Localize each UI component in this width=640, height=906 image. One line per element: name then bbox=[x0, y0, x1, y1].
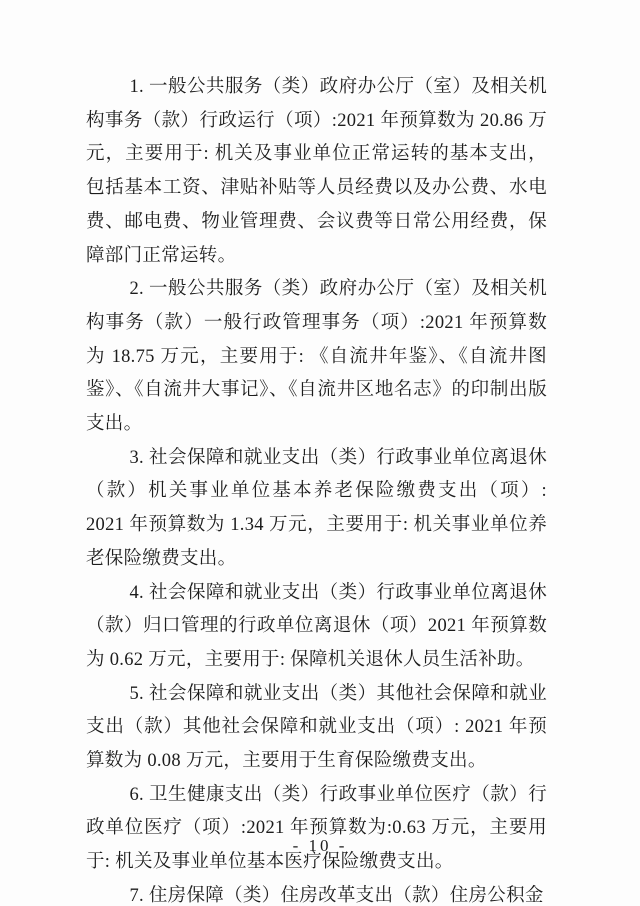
paragraph-7: 7. 住房保障（类）住房改革支出（款）住房公积金 bbox=[129, 885, 544, 906]
document-body bbox=[86, 71, 547, 906]
paragraph-3: 3. 社会保障和就业支出（类）行政事业单位离退休（款）机关事业单位基本养老保险缴费支出（项）: 2021 年预算数为 1.34 万元，主要用于: 机关事业单位养老保险缴费支出。 bbox=[86, 447, 547, 569]
paragraph-4: 4. 社会保障和就业支出（类）行政事业单位离退休（款）归口管理的行政单位离退休（项）2021 年预算数为 0.62 万元，主要用于: 保障机关退休人员生活补助。 bbox=[86, 582, 547, 670]
paragraph-6: 6. 卫生健康支出（类）行政事业单位医疗（款）行政单位医疗（项）:2021 年预算数为:0.63 万元，主要用于: 机关及事业单位基本医疗保险缴费支出。 bbox=[86, 784, 547, 873]
page-number: - 10 - bbox=[292, 836, 348, 855]
paragraph-2: 2. 一般公共服务（类）政府办公厅（室）及相关机构事务（款）一般行政管理事务（项）:2021 年预算数为 18.75 万元，主要用于: 《自流井年鉴》、《自流井图鉴》、《自流井大事记》、《自流井区地名志》的印制出版支出。 bbox=[86, 279, 547, 435]
paragraph-5: 5. 社会保障和就业支出（类）其他社会保障和就业支出（款）其他社会保障和就业支出（项）: 2021 年预算数为 0.08 万元，主要用于生育保险缴费支出。 bbox=[86, 683, 547, 772]
paragraph-1: 1. 一般公共服务（类）政府办公厅（室）及相关机构事务（款）行政运行（项）:2021 年预算数为 20.86 万元，主要用于: 机关及事业单位正常运转的基本支出，包括基本工资、津贴补贴等人员经费以及办公费、水电费、邮电费、物业管理费、会议费等日常公用经费，保障部门正常运转。 bbox=[86, 77, 547, 266]
